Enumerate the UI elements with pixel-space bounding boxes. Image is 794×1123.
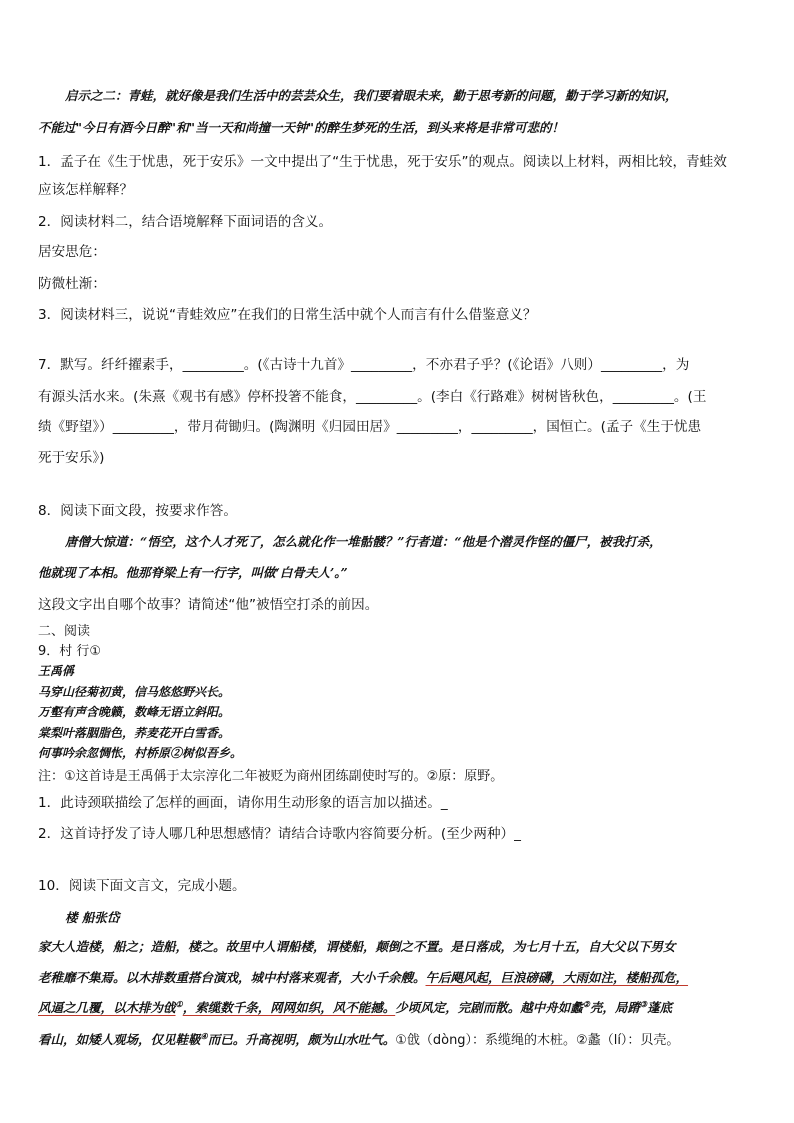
q6-term2: 防微杜渐：	[38, 276, 106, 292]
q6-sub1-line2: 应该怎样解释？	[38, 182, 134, 198]
q9-author: 王禹偁	[38, 664, 75, 678]
q10-text-line3-underlined-b: ，索缆数千条，网网如织，风不能撼。	[182, 1000, 396, 1015]
q9-sub1: 1．此诗颈联描绘了怎样的画面，请你用生动形象的语言加以描述。_	[38, 795, 448, 811]
section-heading: 二、阅读	[38, 624, 91, 639]
q10-text-line2-underlined: 午后飓风起，巨浪磅礴，大雨如注，楼船孤危，	[425, 970, 689, 985]
q10-text-line3-underlined-a: 风逼之几覆，以木排为戗	[38, 1000, 176, 1015]
q6-sub2: 2．阅读材料二，结合语境解释下面词语的含义。	[38, 214, 333, 230]
q10-footnote-mark-3: ③	[639, 998, 648, 1009]
q9-note: 注：①这首诗是王禹偁于太宗淳化二年被贬为商州团练副使时写的。②原：原野。	[38, 769, 504, 784]
passage-tail-line2: 不能过"今日有酒今日醉"和"当一天和尚撞一天钟"的醉生梦死的生活，到头来将是非常可悲的！	[38, 120, 565, 135]
q10-notes: ①戗（dòng）：系缆绳的木桩。②蠡（lí）：贝壳。	[395, 1033, 680, 1048]
q6-term1: 居安思危：	[38, 244, 106, 260]
q6-sub3: 3．阅读材料三，说说“青蛙效应”在我们的日常生活中就个人而言有什么借鉴意义？	[38, 307, 537, 323]
q10-text-line2	[38, 968, 764, 986]
q10-text-line4	[38, 1029, 764, 1048]
q10-text-line3-c: 少顷风定，完剧而散。越中舟如蠡	[395, 1000, 583, 1015]
q7-line4: 死于安乐》)	[38, 450, 105, 466]
q10-footnote-mark-1: ①	[175, 998, 183, 1009]
q10-text-line4-a: 看山，如矮人观场，仅见鞋靸	[38, 1032, 201, 1047]
q7-line3: 绩《野望》）_________，带月荷锄归。(陶渊明《归园田居》_________，_________，国恒亡。(孟子《生于忧患	[38, 419, 702, 435]
q6-sub1-line1: 1．孟子在《生于忧患，死于安乐》一文中提出了“生于忧患，死于安乐”的观点。阅读以上材料，两相比较，青蛙效	[38, 154, 727, 170]
q7-line1: 7．默写。纤纤擢素手，_________。(《古诗十九首》_________，不亦君子乎？(《论语》八则）_________，为	[38, 357, 690, 373]
q9-title: 9．村 行①	[38, 644, 102, 659]
q8-question: 这段文字出自哪个故事？请简述“他”被悟空打杀的前因。	[38, 597, 379, 613]
q10-text-line2-a: 老稚靡不集焉。以木排数重搭台演戏，城中村落来观者，大小千余艘。	[38, 970, 426, 985]
q10-subtitle: 楼 船张岱	[65, 910, 120, 925]
q9-poem-line2: 万壑有声含晚籁，数峰无语立斜阳。	[38, 705, 231, 719]
q9-poem-line3: 棠梨叶落胭脂色，荞麦花开白雪香。	[38, 726, 231, 740]
q9-sub2: 2．这首诗抒发了诗人哪几种思想感情？请结合诗歌内容简要分析。(至少两种）_	[38, 826, 521, 842]
q8-text1: 唐僧大惊道：“悟空，这个人才死了，怎么就化作一堆骷髅？”行者道：“他是个潜灵作怪的僵尸，被我打杀，	[65, 534, 662, 549]
q7-line2: 有源头活水来。(朱熹《观书有感》停杯投箸不能食，_________。(李白《行路难》树树皆秋色，_________。(王	[38, 389, 707, 405]
q10-text-line3-e: 蓬底	[647, 1000, 673, 1015]
q10-title: 10．阅读下面文言文，完成小题。	[38, 878, 246, 894]
q8-text2: 他就现了本相。他那脊梁上有一行字，叫做‘白骨夫人’。”	[38, 565, 348, 580]
passage-tail-line1: 启示之二：青蛙，就好像是我们生活中的芸芸众生，我们要着眼未来，勤于思考新的问题，勤于学习新的知识，	[65, 88, 678, 103]
q10-footnote-mark-2: ②	[582, 998, 590, 1009]
q10-text-line4-b: 而已。升高视明，颇为山水吐气。	[207, 1032, 396, 1047]
q10-text-line1: 家大人造楼，船之；造船，楼之。故里中人谓船楼，谓楼船，颠倒之不置。是日落成，为七月十五，自大父以下男女	[38, 939, 676, 954]
q9-poem-line1: 马穿山径菊初黄，信马悠悠野兴长。	[38, 685, 231, 699]
q8-title: 8．阅读下面文段，按要求作答。	[38, 503, 237, 519]
q10-text-line3	[38, 998, 764, 1016]
q10-text-line3-d: 壳，局蹐	[589, 1000, 640, 1015]
q10-footnote-mark-4: ④	[200, 1030, 208, 1041]
q9-poem-line4: 何事吟余忽惆怅，村桥原②树似吾乡。	[38, 746, 243, 760]
